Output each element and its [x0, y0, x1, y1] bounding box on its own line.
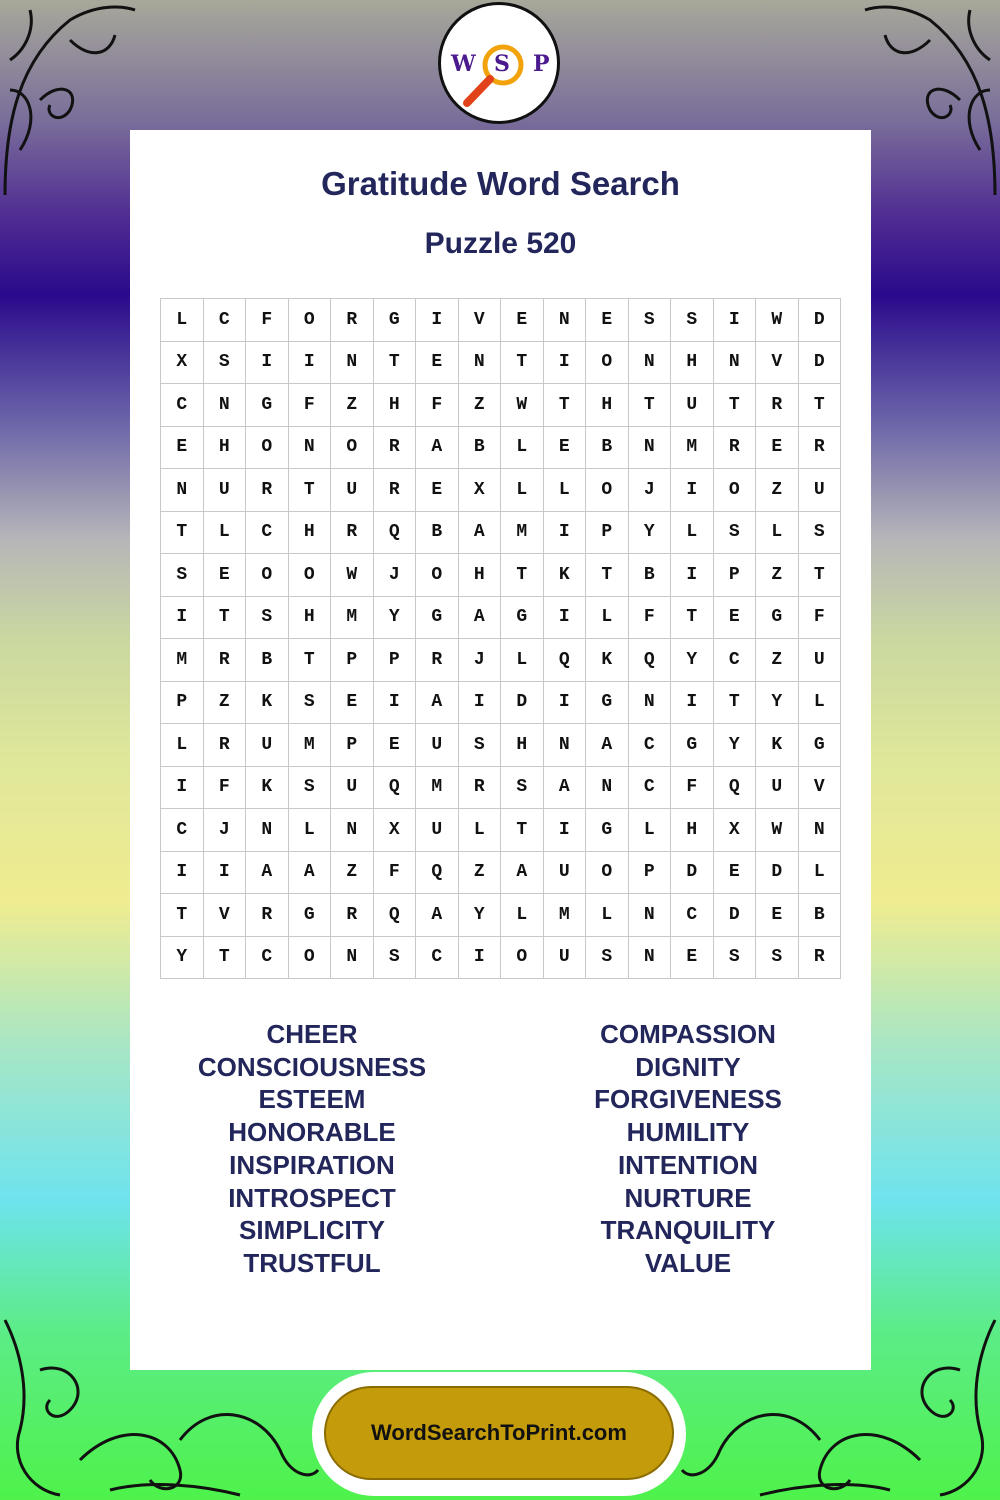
word-list-item: SIMPLICITY [239, 1215, 385, 1246]
grid-cell[interactable]: X [714, 809, 757, 852]
grid-cell[interactable]: L [586, 597, 629, 640]
grid-cell[interactable]: J [374, 554, 417, 597]
grid-cell[interactable]: O [416, 554, 459, 597]
grid-cell[interactable]: Z [459, 852, 502, 895]
grid-cell[interactable]: C [629, 767, 672, 810]
grid-cell[interactable]: F [629, 597, 672, 640]
grid-cell[interactable]: E [416, 469, 459, 512]
grid-cell[interactable]: E [416, 342, 459, 385]
logo-letter-s: S [494, 51, 510, 77]
grid-cell[interactable]: N [246, 809, 289, 852]
grid-cell[interactable]: T [714, 384, 757, 427]
grid-cell[interactable]: N [629, 682, 672, 725]
grid-cell[interactable]: T [289, 639, 332, 682]
grid-cell[interactable]: F [671, 767, 714, 810]
grid-cell[interactable]: S [586, 937, 629, 980]
grid-cell[interactable]: S [629, 299, 672, 342]
grid-cell[interactable]: Q [374, 894, 417, 937]
grid-cell[interactable]: C [246, 512, 289, 555]
word-list-item: ESTEEM [258, 1084, 366, 1115]
word-list-item: COMPASSION [600, 1019, 776, 1049]
grid-cell[interactable]: Z [756, 639, 799, 682]
grid-cell[interactable]: F [246, 299, 289, 342]
grid-cell[interactable]: N [629, 427, 672, 470]
grid-cell[interactable]: N [799, 809, 842, 852]
grid-cell[interactable]: F [799, 597, 842, 640]
grid-cell[interactable]: U [416, 809, 459, 852]
grid-cell[interactable]: E [161, 427, 204, 470]
grid-cell[interactable]: P [161, 682, 204, 725]
grid-cell[interactable]: U [331, 767, 374, 810]
grid-cell[interactable]: G [374, 299, 417, 342]
grid-cell[interactable]: T [204, 597, 247, 640]
grid-cell[interactable]: L [161, 724, 204, 767]
grid-cell[interactable]: N [459, 342, 502, 385]
grid-cell[interactable]: R [331, 512, 374, 555]
word-list-item: INTROSPECT [228, 1182, 396, 1213]
grid-cell[interactable]: A [459, 597, 502, 640]
grid-cell[interactable]: Q [374, 767, 417, 810]
grid-cell[interactable]: M [289, 724, 332, 767]
grid-cell[interactable]: L [756, 512, 799, 555]
grid-cell[interactable]: X [161, 342, 204, 385]
grid-cell[interactable]: I [544, 512, 587, 555]
word-list-left [152, 1018, 472, 1280]
grid-cell[interactable]: O [501, 937, 544, 980]
grid-cell[interactable]: T [501, 554, 544, 597]
grid-cell[interactable]: U [416, 724, 459, 767]
grid-cell[interactable]: E [544, 427, 587, 470]
word-list-item: CONSCIOUSNESS [197, 1051, 427, 1082]
grid-cell[interactable]: L [501, 469, 544, 512]
corner-ornament-top-left [0, 0, 140, 200]
grid-cell[interactable]: R [374, 427, 417, 470]
grid-cell[interactable]: Q [629, 639, 672, 682]
grid-cell[interactable]: T [799, 384, 842, 427]
grid-cell[interactable]: O [289, 554, 332, 597]
grid-cell[interactable]: E [501, 299, 544, 342]
grid-cell[interactable]: S [289, 767, 332, 810]
grid-cell[interactable]: Y [756, 682, 799, 725]
word-list-item: TRANQUILITY [600, 1215, 776, 1246]
grid-cell[interactable]: A [416, 894, 459, 937]
grid-cell[interactable]: B [416, 512, 459, 555]
grid-cell[interactable]: S [714, 937, 757, 980]
grid-cell[interactable]: B [629, 554, 672, 597]
grid-cell[interactable]: L [671, 512, 714, 555]
grid-cell[interactable]: O [289, 937, 332, 980]
grid-cell[interactable]: R [459, 767, 502, 810]
grid-cell[interactable]: P [586, 512, 629, 555]
grid-cell[interactable]: L [501, 894, 544, 937]
grid-cell[interactable]: E [714, 597, 757, 640]
grid-cell[interactable]: N [331, 809, 374, 852]
grid-cell[interactable]: N [204, 384, 247, 427]
grid-cell[interactable]: N [714, 342, 757, 385]
grid-cell[interactable]: U [246, 724, 289, 767]
grid-cell[interactable]: L [501, 427, 544, 470]
grid-cell[interactable]: I [161, 852, 204, 895]
grid-cell[interactable]: S [459, 724, 502, 767]
grid-cell[interactable]: H [671, 809, 714, 852]
grid-cell[interactable]: T [374, 342, 417, 385]
grid-cell[interactable]: B [459, 427, 502, 470]
grid-cell[interactable]: R [246, 469, 289, 512]
grid-cell[interactable]: L [799, 852, 842, 895]
grid-cell[interactable]: G [756, 597, 799, 640]
grid-cell[interactable]: O [246, 554, 289, 597]
grid-cell[interactable]: I [246, 342, 289, 385]
grid-cell[interactable]: K [544, 554, 587, 597]
grid-cell[interactable]: K [246, 682, 289, 725]
grid-cell[interactable]: T [629, 384, 672, 427]
grid-cell[interactable]: U [544, 937, 587, 980]
grid-cell[interactable]: S [714, 512, 757, 555]
grid-cell[interactable]: O [714, 469, 757, 512]
grid-cell[interactable]: R [799, 937, 842, 980]
grid-cell[interactable]: V [756, 342, 799, 385]
grid-cell[interactable]: L [459, 809, 502, 852]
logo-letter-p: P [533, 51, 550, 77]
grid-cell[interactable]: N [331, 342, 374, 385]
grid-cell[interactable]: I [204, 852, 247, 895]
grid-cell[interactable]: V [459, 299, 502, 342]
grid-cell[interactable]: Y [459, 894, 502, 937]
grid-cell[interactable]: P [374, 639, 417, 682]
grid-cell[interactable]: E [204, 554, 247, 597]
puzzle-sheet [130, 130, 871, 1370]
grid-cell[interactable]: A [416, 427, 459, 470]
grid-cell[interactable]: Z [331, 384, 374, 427]
grid-cell[interactable]: T [799, 554, 842, 597]
grid-cell[interactable]: C [204, 299, 247, 342]
grid-cell[interactable]: T [161, 894, 204, 937]
grid-cell[interactable]: I [161, 597, 204, 640]
grid-cell[interactable]: C [416, 937, 459, 980]
grid-cell[interactable]: Y [714, 724, 757, 767]
grid-cell[interactable]: M [416, 767, 459, 810]
grid-cell[interactable]: R [416, 639, 459, 682]
grid-cell[interactable]: I [544, 597, 587, 640]
grid-cell[interactable]: N [544, 299, 587, 342]
grid-cell[interactable]: T [161, 512, 204, 555]
grid-cell[interactable]: M [161, 639, 204, 682]
word-list-item: HONORABLE [228, 1117, 396, 1148]
grid-cell[interactable]: V [799, 767, 842, 810]
grid-cell[interactable]: O [586, 342, 629, 385]
grid-cell[interactable]: W [756, 809, 799, 852]
word-list-item: FORGIVENESS [594, 1084, 782, 1115]
grid-cell[interactable]: U [799, 469, 842, 512]
grid-cell[interactable]: H [671, 342, 714, 385]
grid-cell[interactable]: N [629, 937, 672, 980]
grid-cell[interactable]: F [289, 384, 332, 427]
grid-cell[interactable]: R [756, 384, 799, 427]
grid-cell[interactable]: T [501, 342, 544, 385]
grid-cell[interactable]: C [671, 894, 714, 937]
grid-cell[interactable]: C [161, 384, 204, 427]
site-link-button[interactable]: WordSearchToPrint.com [324, 1386, 674, 1480]
grid-cell[interactable]: L [204, 512, 247, 555]
grid-cell[interactable]: E [331, 682, 374, 725]
grid-cell[interactable]: D [756, 852, 799, 895]
grid-cell[interactable]: T [544, 384, 587, 427]
grid-cell[interactable]: H [204, 427, 247, 470]
grid-cell[interactable]: E [756, 427, 799, 470]
grid-cell[interactable]: H [501, 724, 544, 767]
grid-cell[interactable]: S [246, 597, 289, 640]
grid-cell[interactable]: C [246, 937, 289, 980]
grid-cell[interactable]: I [544, 342, 587, 385]
grid-cell[interactable]: I [671, 554, 714, 597]
grid-cell[interactable]: Y [671, 639, 714, 682]
grid-cell[interactable]: S [671, 299, 714, 342]
grid-cell[interactable]: O [246, 427, 289, 470]
grid-cell[interactable]: A [501, 852, 544, 895]
grid-cell[interactable]: A [586, 724, 629, 767]
grid-cell[interactable]: Z [756, 554, 799, 597]
word-list-item: VALUE [644, 1247, 732, 1278]
grid-cell[interactable]: L [501, 639, 544, 682]
grid-cell[interactable]: I [544, 682, 587, 725]
grid-cell[interactable]: C [161, 809, 204, 852]
grid-cell[interactable]: A [459, 512, 502, 555]
grid-cell[interactable]: Z [204, 682, 247, 725]
grid-cell[interactable]: T [671, 597, 714, 640]
grid-cell[interactable]: E [714, 852, 757, 895]
grid-cell[interactable]: W [331, 554, 374, 597]
grid-cell[interactable]: A [246, 852, 289, 895]
grid-cell[interactable]: E [756, 894, 799, 937]
word-list-item: INSPIRATION [229, 1149, 395, 1180]
grid-cell[interactable]: C [714, 639, 757, 682]
grid-cell[interactable]: S [161, 554, 204, 597]
grid-cell[interactable]: L [799, 682, 842, 725]
grid-cell[interactable]: L [161, 299, 204, 342]
grid-cell[interactable]: D [714, 894, 757, 937]
grid-cell[interactable]: N [629, 342, 672, 385]
grid-cell[interactable]: J [204, 809, 247, 852]
grid-cell[interactable]: S [756, 937, 799, 980]
grid-cell[interactable]: N [629, 894, 672, 937]
grid-cell[interactable]: T [501, 809, 544, 852]
grid-cell[interactable]: N [586, 767, 629, 810]
grid-cell[interactable]: F [204, 767, 247, 810]
grid-cell[interactable]: R [331, 894, 374, 937]
grid-cell[interactable]: R [374, 469, 417, 512]
grid-cell[interactable]: I [671, 469, 714, 512]
grid-cell[interactable]: F [416, 384, 459, 427]
grid-cell[interactable]: S [289, 682, 332, 725]
grid-cell[interactable]: L [586, 894, 629, 937]
grid-cell[interactable]: Q [544, 639, 587, 682]
grid-cell[interactable]: N [289, 427, 332, 470]
grid-cell[interactable]: D [799, 299, 842, 342]
grid-cell[interactable]: S [204, 342, 247, 385]
grid-cell[interactable]: Q [416, 852, 459, 895]
wsp-logo[interactable] [438, 2, 560, 124]
grid-cell[interactable]: R [799, 427, 842, 470]
grid-cell[interactable]: E [374, 724, 417, 767]
grid-cell[interactable]: K [756, 724, 799, 767]
grid-cell[interactable]: I [459, 682, 502, 725]
grid-cell[interactable]: B [799, 894, 842, 937]
grid-cell[interactable]: U [204, 469, 247, 512]
grid-cell[interactable]: A [289, 852, 332, 895]
grid-cell[interactable]: A [544, 767, 587, 810]
grid-cell[interactable]: G [799, 724, 842, 767]
grid-cell[interactable]: W [756, 299, 799, 342]
grid-cell[interactable]: U [671, 384, 714, 427]
grid-cell[interactable]: M [671, 427, 714, 470]
letter-grid [160, 298, 841, 979]
grid-cell[interactable]: X [459, 469, 502, 512]
grid-cell[interactable]: N [161, 469, 204, 512]
grid-cell[interactable]: U [756, 767, 799, 810]
grid-cell[interactable]: L [289, 809, 332, 852]
grid-cell[interactable]: G [416, 597, 459, 640]
grid-cell[interactable]: O [289, 299, 332, 342]
grid-cell[interactable]: P [331, 639, 374, 682]
grid-cell[interactable]: Y [374, 597, 417, 640]
grid-cell[interactable]: J [629, 469, 672, 512]
grid-cell[interactable]: B [246, 639, 289, 682]
grid-cell[interactable]: I [374, 682, 417, 725]
grid-cell[interactable]: S [799, 512, 842, 555]
grid-cell[interactable]: P [331, 724, 374, 767]
grid-cell[interactable]: T [204, 937, 247, 980]
grid-cell[interactable]: N [331, 937, 374, 980]
grid-cell[interactable]: I [544, 809, 587, 852]
grid-cell[interactable]: U [331, 469, 374, 512]
word-list-item: DIGNITY [635, 1051, 741, 1082]
grid-cell[interactable]: P [714, 554, 757, 597]
grid-cell[interactable]: Q [714, 767, 757, 810]
grid-cell[interactable]: H [289, 512, 332, 555]
grid-cell[interactable]: D [671, 852, 714, 895]
grid-cell[interactable]: S [501, 767, 544, 810]
grid-cell[interactable]: Y [161, 937, 204, 980]
word-list-item: CHEER [266, 1019, 358, 1049]
grid-cell[interactable]: G [289, 894, 332, 937]
grid-cell[interactable]: N [544, 724, 587, 767]
grid-cell[interactable]: I [289, 342, 332, 385]
grid-cell[interactable]: F [374, 852, 417, 895]
page-title: Gratitude Word Search [321, 165, 680, 202]
grid-cell[interactable]: K [246, 767, 289, 810]
grid-cell[interactable]: D [799, 342, 842, 385]
grid-cell[interactable]: I [161, 767, 204, 810]
grid-cell[interactable]: T [586, 554, 629, 597]
grid-cell[interactable]: U [799, 639, 842, 682]
grid-cell[interactable]: U [544, 852, 587, 895]
grid-cell[interactable]: H [289, 597, 332, 640]
grid-cell[interactable]: D [501, 682, 544, 725]
grid-cell[interactable]: I [671, 682, 714, 725]
grid-cell[interactable]: Z [331, 852, 374, 895]
grid-cell[interactable]: R [204, 639, 247, 682]
word-list-item: HUMILITY [626, 1117, 750, 1148]
grid-cell[interactable]: L [544, 469, 587, 512]
grid-cell[interactable]: W [501, 384, 544, 427]
grid-cell[interactable]: A [416, 682, 459, 725]
puzzle-number: Puzzle 520 [424, 227, 577, 260]
grid-cell[interactable]: L [629, 809, 672, 852]
word-list-item: NURTURE [624, 1182, 752, 1213]
word-list-item: INTENTION [617, 1149, 759, 1180]
grid-cell[interactable]: H [374, 384, 417, 427]
grid-cell[interactable]: V [204, 894, 247, 937]
grid-cell[interactable]: T [714, 682, 757, 725]
grid-cell[interactable]: G [671, 724, 714, 767]
footer-badge [312, 1372, 686, 1496]
word-list-item: TRUSTFUL [243, 1247, 381, 1278]
grid-cell[interactable]: G [501, 597, 544, 640]
grid-cell[interactable]: H [459, 554, 502, 597]
grid-cell[interactable]: G [246, 384, 289, 427]
grid-cell[interactable]: O [331, 427, 374, 470]
grid-cell[interactable]: I [459, 937, 502, 980]
grid-cell[interactable]: O [586, 469, 629, 512]
grid-cell[interactable]: P [629, 852, 672, 895]
grid-cell[interactable]: E [671, 937, 714, 980]
grid-cell[interactable]: R [331, 299, 374, 342]
word-list-right [528, 1018, 848, 1280]
grid-cell[interactable]: M [501, 512, 544, 555]
grid-cell[interactable]: C [629, 724, 672, 767]
grid-cell[interactable]: I [714, 299, 757, 342]
grid-cell[interactable]: R [246, 894, 289, 937]
grid-cell[interactable]: H [586, 384, 629, 427]
grid-cell[interactable]: S [374, 937, 417, 980]
grid-cell[interactable]: M [544, 894, 587, 937]
grid-cell[interactable]: X [374, 809, 417, 852]
grid-cell[interactable]: Z [459, 384, 502, 427]
grid-cell[interactable]: T [289, 469, 332, 512]
grid-cell[interactable]: B [586, 427, 629, 470]
grid-cell[interactable]: J [459, 639, 502, 682]
grid-cell[interactable]: O [586, 852, 629, 895]
grid-cell[interactable]: R [714, 427, 757, 470]
grid-cell[interactable]: K [586, 639, 629, 682]
grid-cell[interactable]: Y [629, 512, 672, 555]
grid-cell[interactable]: I [416, 299, 459, 342]
grid-cell[interactable]: R [204, 724, 247, 767]
logo-letter-w: W [451, 51, 476, 77]
corner-ornament-top-right [860, 0, 1000, 200]
grid-cell[interactable]: G [586, 809, 629, 852]
grid-cell[interactable]: G [586, 682, 629, 725]
grid-cell[interactable]: Z [756, 469, 799, 512]
grid-cell[interactable]: E [586, 299, 629, 342]
grid-cell[interactable]: Q [374, 512, 417, 555]
grid-cell[interactable]: M [331, 597, 374, 640]
